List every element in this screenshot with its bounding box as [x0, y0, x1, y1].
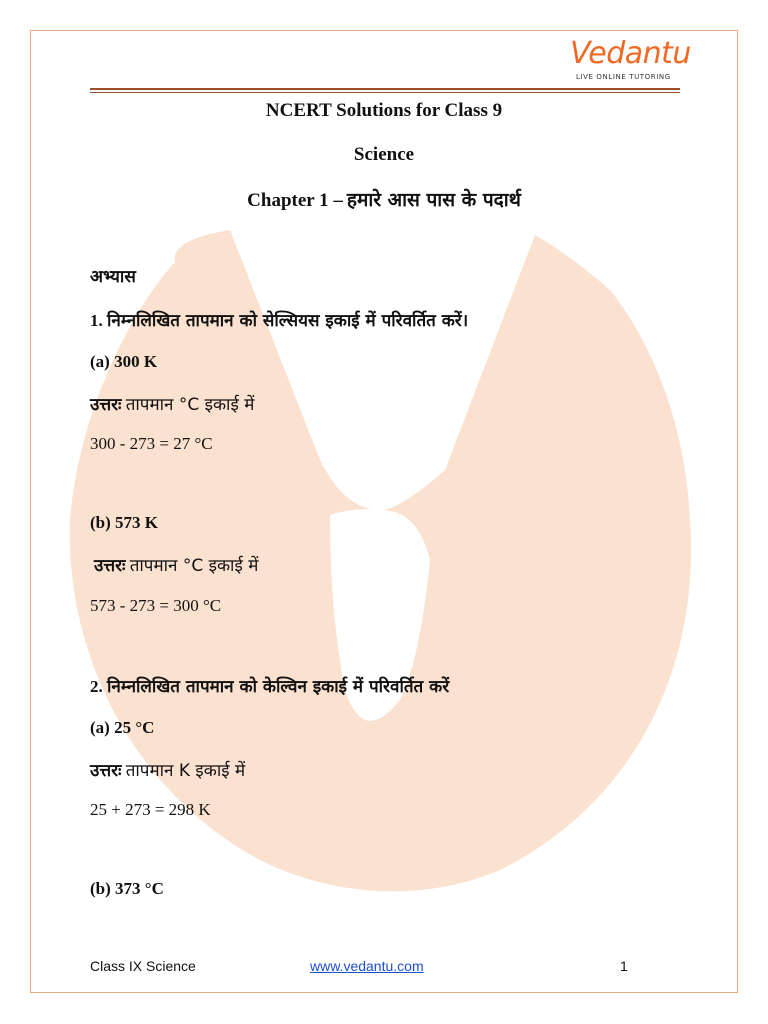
answer-label: उत्तरः	[90, 395, 122, 415]
section-heading: अभ्यास	[90, 267, 136, 287]
q1-part-a-answer	[90, 392, 254, 415]
logo-tagline: LIVE ONLINE TUTORING	[576, 73, 671, 81]
q1-part-b-answer	[94, 553, 258, 576]
q2-part-b-label: (b) 373 °C	[90, 879, 164, 898]
vedantu-website-link[interactable]: www.vedantu.com	[310, 958, 424, 974]
question-1-number: 1.	[90, 311, 103, 330]
logo-wordmark: Vedantu	[570, 36, 691, 71]
header-rule	[90, 88, 680, 90]
answer-text: तापमान °C इकाई में	[129, 556, 259, 576]
q1-part-a-label: (a) 300 K	[90, 352, 158, 371]
question-2	[90, 674, 449, 697]
chapter-name: हमारे आस पास के पदार्थ	[346, 189, 521, 211]
page-number: 1	[620, 958, 628, 974]
q1-part-a-calculation: 300 - 273 = 27 °C	[90, 434, 213, 453]
question-2-number: 2.	[90, 677, 103, 696]
subject-title: Science	[353, 144, 415, 165]
q1-part-b-label: (b) 573 K	[90, 513, 158, 532]
answer-text: तापमान K इकाई में	[125, 761, 246, 781]
q2-part-a-label: (a) 25 °C	[90, 718, 155, 737]
footer-class-label: Class IX Science	[90, 958, 196, 974]
document-title: NCERT Solutions for Class 9	[265, 100, 503, 121]
answer-label: उत्तरः	[94, 556, 126, 576]
q1-part-b-calculation: 573 - 273 = 300 °C	[90, 596, 222, 615]
chapter-prefix: Chapter 1 –	[247, 190, 343, 211]
q2-part-a-answer	[90, 758, 245, 781]
question-2-text: निम्नलिखित तापमान को केल्विन इकाई में परिवर्तित करें	[107, 677, 450, 697]
header-rule-thin	[90, 92, 680, 93]
answer-text: तापमान °C इकाई में	[125, 395, 255, 415]
question-1	[90, 308, 468, 331]
vedantu-logo	[566, 36, 691, 86]
answer-label: उत्तरः	[90, 761, 122, 781]
footer-link[interactable]	[310, 958, 424, 974]
q2-part-a-calculation: 25 + 273 = 298 K	[90, 800, 211, 819]
chapter-title	[0, 186, 768, 212]
question-1-text: निम्नलिखित तापमान को सेल्सियस इकाई में परिवर्तित करें।	[107, 311, 469, 331]
